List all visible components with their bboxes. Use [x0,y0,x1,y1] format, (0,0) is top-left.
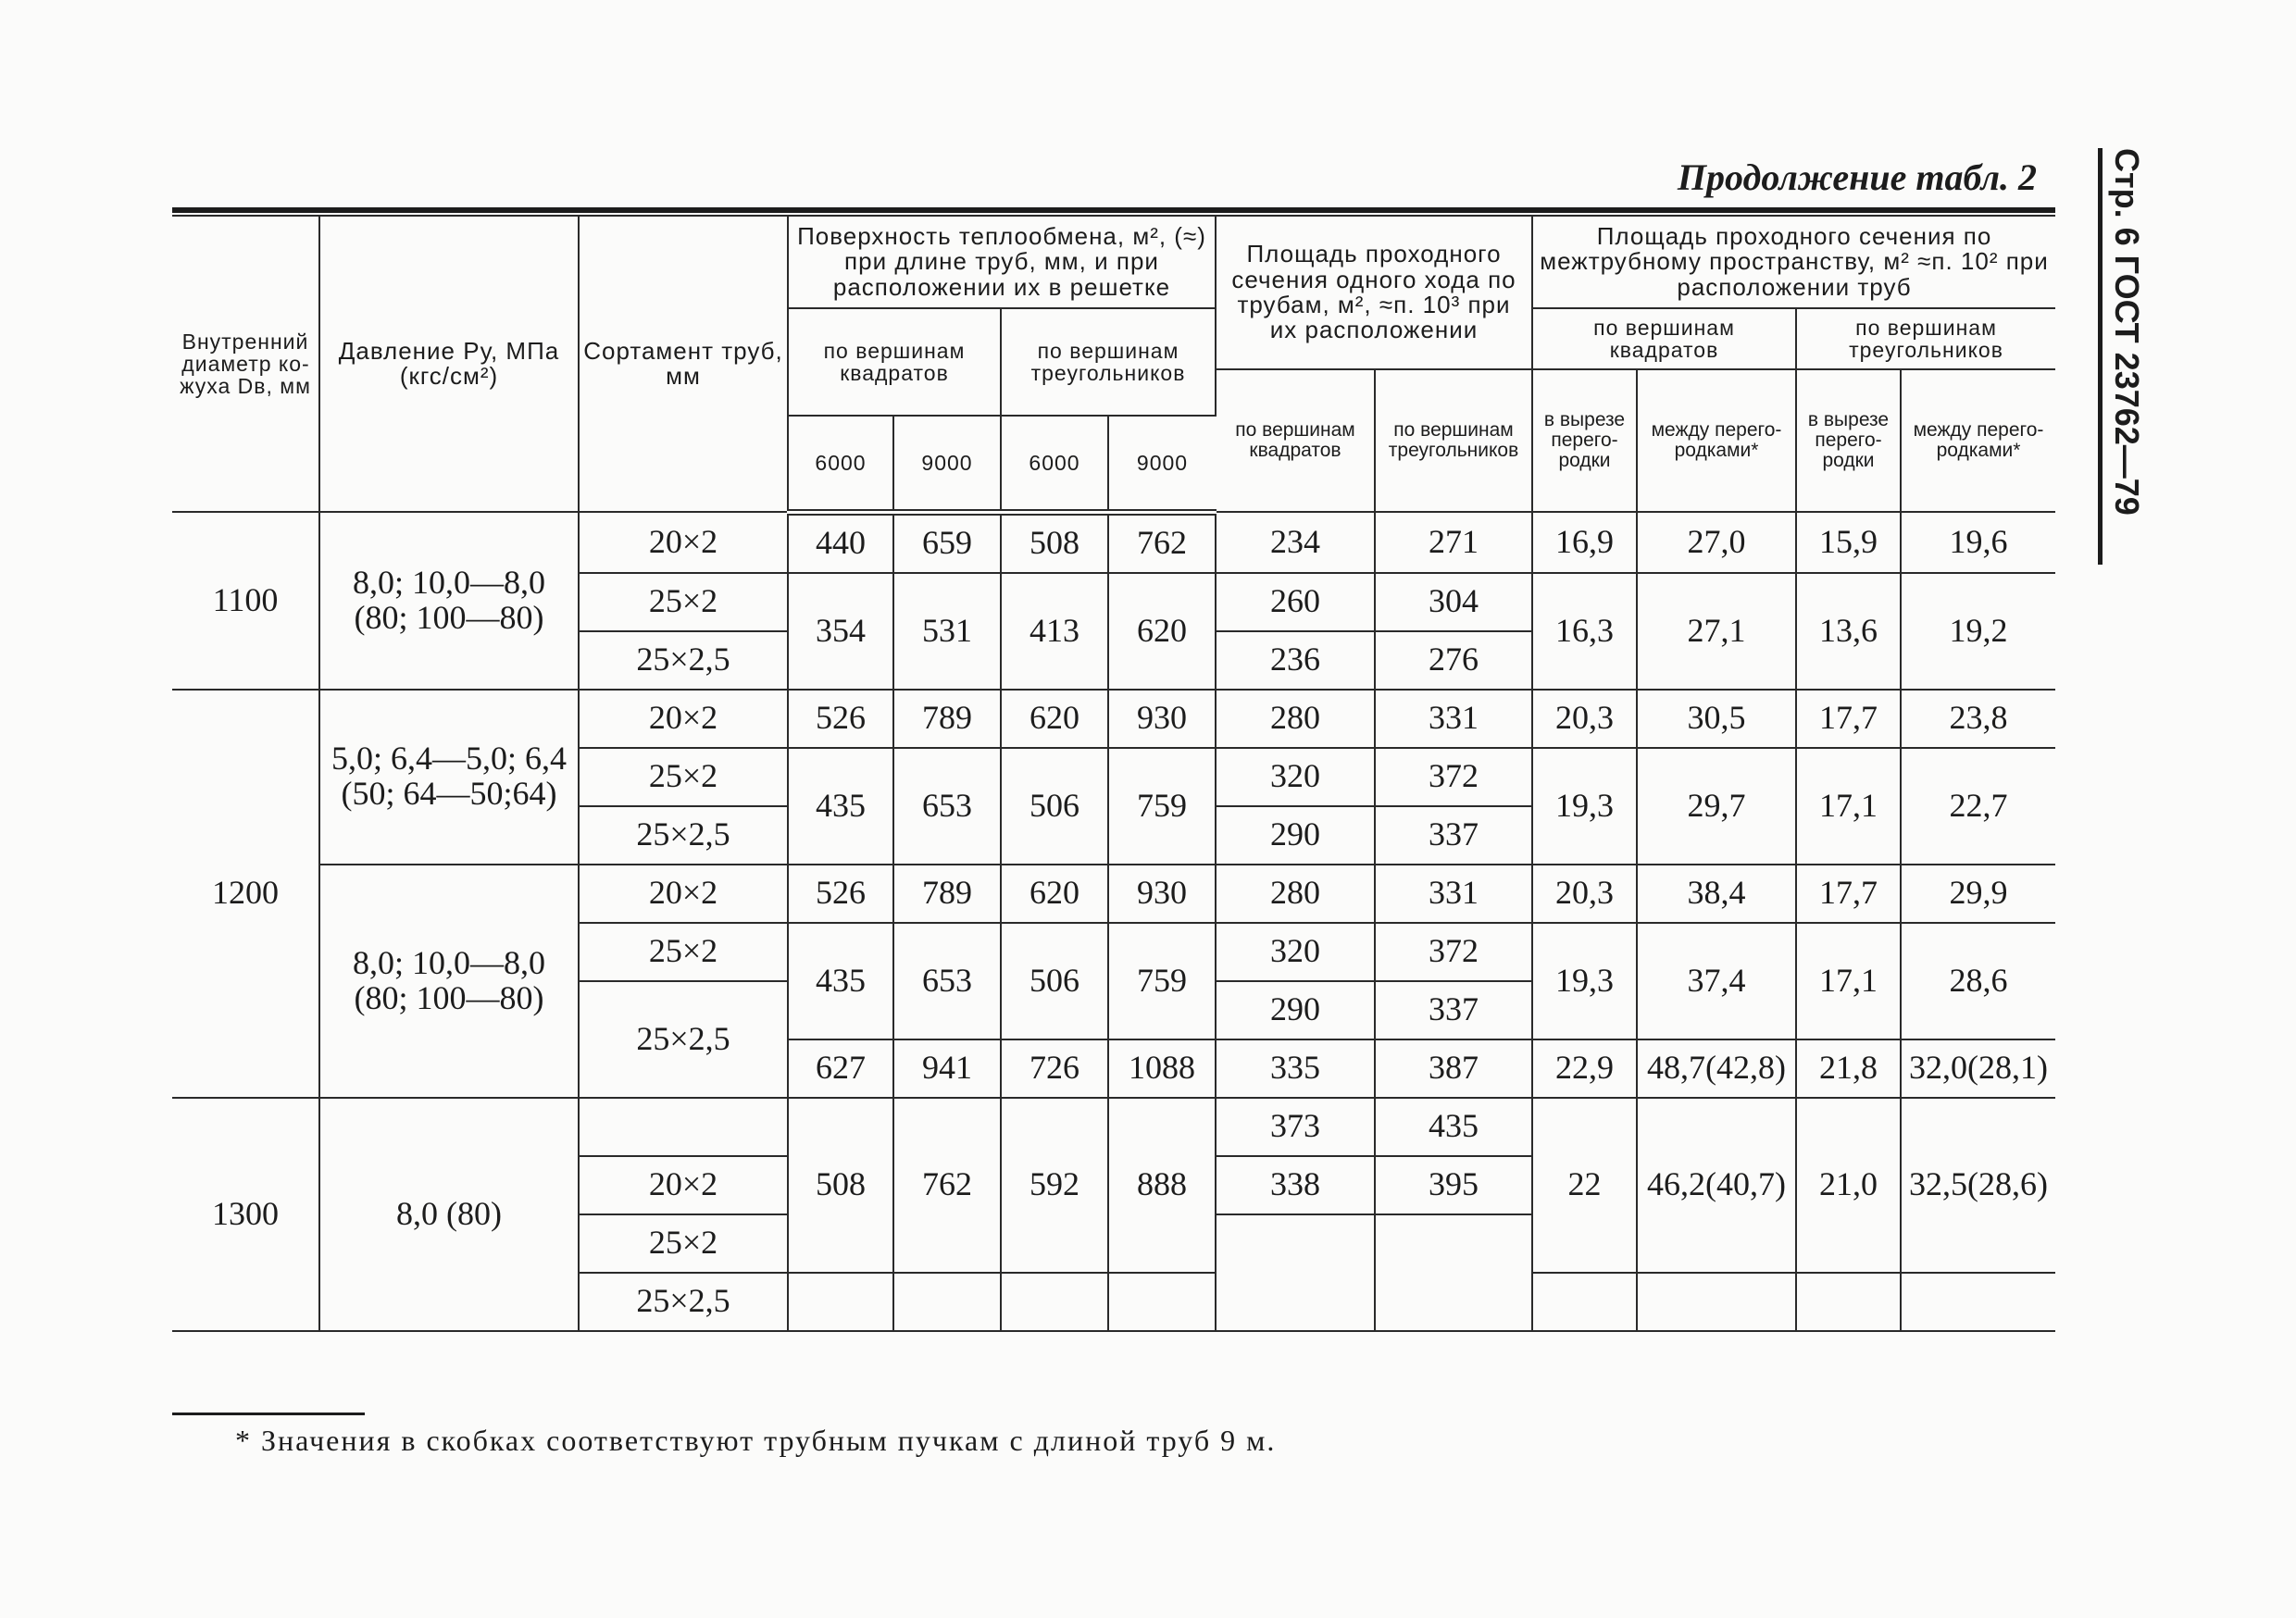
hdr-shell-squares: по вершинам квадратов [1532,308,1796,369]
diameter-cell: 1200 [172,690,319,1098]
value-cell: 620 [1001,865,1108,923]
hdr-tri-between: между перегородками* [1901,369,2055,512]
value-cell: 372 [1375,923,1532,981]
value-cell: 29,9 [1901,865,2055,923]
value-cell: 653 [893,923,1001,1039]
assortment-cell: 25×2,5 [579,806,788,865]
assortment-cell: 20×2 [579,1156,788,1214]
value-cell: 304 [1375,573,1532,631]
value-cell: 280 [1216,690,1375,748]
value-cell: 337 [1375,806,1532,865]
value-cell: 395 [1375,1156,1532,1214]
value-cell: 531 [893,573,1001,690]
footnote: * Значения в скобках соответствуют трубным пучкам с длиной труб 9 м. [235,1424,1277,1457]
value-cell: 373 [1216,1098,1375,1156]
hdr-shell-triangles: по вершинам треугольников [1796,308,2055,369]
value-cell: 20,3 [1532,690,1637,748]
value-cell: 15,9 [1796,512,1901,573]
value-cell: 29,7 [1637,748,1796,865]
assortment-cell: 25×2 [579,748,788,806]
hdr-assortment: Сортамент труб, мм [579,216,788,512]
page-side-header [2102,148,2157,574]
value-cell: 19,6 [1901,512,2055,573]
value-cell: 22,9 [1532,1039,1637,1098]
empty-cell [1637,1273,1796,1331]
value-cell: 22,7 [1901,748,2055,865]
value-cell: 19,2 [1901,573,2055,690]
value-cell: 37,4 [1637,923,1796,1039]
value-cell: 592 [1001,1098,1108,1273]
value-cell: 508 [1001,512,1108,573]
empty-cell [1796,1273,1901,1331]
assortment-cell: 25×2,5 [579,1273,788,1331]
empty-cell [1108,1273,1216,1331]
value-cell: 17,1 [1796,923,1901,1039]
assortment-cell: 25×2 [579,1214,788,1273]
value-cell: 930 [1108,865,1216,923]
value-cell: 19,3 [1532,748,1637,865]
gost-table [172,215,2055,1332]
value-cell: 620 [1001,690,1108,748]
value-cell: 17,7 [1796,690,1901,748]
value-cell: 627 [788,1039,893,1098]
value-cell: 27,1 [1637,573,1796,690]
value-cell: 759 [1108,748,1216,865]
value-cell: 789 [893,865,1001,923]
value-cell: 508 [788,1098,893,1273]
assortment-cell: 20×2 [579,865,788,923]
value-cell: 526 [788,865,893,923]
value-cell: 32,5(28,6) [1901,1098,2055,1273]
hdr-sq-cutout: в вырезе перегородки [1532,369,1637,512]
value-cell: 13,6 [1796,573,1901,690]
value-cell: 16,9 [1532,512,1637,573]
value-cell: 38,4 [1637,865,1796,923]
value-cell: 1088 [1108,1039,1216,1098]
value-cell: 526 [788,690,893,748]
value-cell: 16,3 [1532,573,1637,690]
value-cell: 762 [1108,512,1216,573]
value-cell: 335 [1216,1039,1375,1098]
assortment-cell [579,1098,788,1156]
value-cell: 22 [1532,1098,1637,1273]
hdr-surface-squares: по вершинам квадратов [788,308,1001,416]
value-cell: 28,6 [1901,923,2055,1039]
value-cell: 290 [1216,806,1375,865]
hdr-surface-triangles: по вершинам треугольников [1001,308,1216,416]
value-cell: 32,0(28,1) [1901,1039,2055,1098]
value-cell: 17,1 [1796,748,1901,865]
diameter-cell: 1300 [172,1098,319,1331]
top-rule [172,207,2055,213]
value-cell: 20,3 [1532,865,1637,923]
assortment-cell: 25×2,5 [579,981,788,1098]
assortment-cell: 25×2 [579,923,788,981]
value-cell: 21,0 [1796,1098,1901,1273]
value-cell: 372 [1375,748,1532,806]
pressure-cell: 8,0 (80) [319,1098,579,1331]
value-cell: 271 [1375,512,1532,573]
pressure-cell: 8,0; 10,0—8,0 (80; 100—80) [319,512,579,690]
value-cell: 337 [1375,981,1532,1039]
pressure-cell: 8,0; 10,0—8,0 (80; 100—80) [319,865,579,1098]
value-cell: 276 [1375,631,1532,690]
value-cell: 27,0 [1637,512,1796,573]
page-side-text: Стр. 6 ГОСТ 23762—79 [2108,148,2146,516]
assortment-cell: 20×2 [579,512,788,573]
value-cell: 234 [1216,512,1375,573]
value-cell: 260 [1216,573,1375,631]
value-cell: 726 [1001,1039,1108,1098]
value-cell: 620 [1108,573,1216,690]
hdr-surface: Поверхность теплообмена, м², (≈) при длине труб, мм, и при расположении их в решетке [788,216,1216,308]
value-cell: 413 [1001,573,1108,690]
assortment-cell: 25×2,5 [579,631,788,690]
hdr-tri-cutout: в вырезе перегородки [1796,369,1901,512]
value-cell: 19,3 [1532,923,1637,1039]
hdr-tri-9000: 9000 [1108,416,1216,512]
hdr-tube-area: Площадь проходного сечения одного хода по трубам, м², ≈п. 10³ при их расположении [1216,216,1532,369]
assortment-cell: 20×2 [579,690,788,748]
value-cell: 888 [1108,1098,1216,1273]
value-cell: 440 [788,512,893,573]
value-cell: 435 [1375,1098,1532,1156]
value-cell: 48,7(42,8) [1637,1039,1796,1098]
continuation-label: Продолжение табл. 2 [1677,156,2037,198]
empty-cell [1216,1214,1375,1331]
value-cell: 653 [893,748,1001,865]
value-cell: 789 [893,690,1001,748]
value-cell: 354 [788,573,893,690]
pressure-cell: 5,0; 6,4—5,0; 6,4 (50; 64—50;64) [319,690,579,865]
value-cell: 23,8 [1901,690,2055,748]
value-cell: 290 [1216,981,1375,1039]
hdr-tri-6000: 6000 [1001,416,1108,512]
value-cell: 506 [1001,923,1108,1039]
value-cell: 320 [1216,923,1375,981]
empty-cell [1532,1273,1637,1331]
empty-cell [893,1273,1001,1331]
value-cell: 280 [1216,865,1375,923]
value-cell: 941 [893,1039,1001,1098]
value-cell: 759 [1108,923,1216,1039]
hdr-shell-area: Площадь проходного сечения по межтрубному пространству, м² ≈п. 10² при расположении труб [1532,216,2055,308]
value-cell: 17,7 [1796,865,1901,923]
empty-cell [1001,1273,1108,1331]
empty-cell [1375,1214,1532,1331]
value-cell: 236 [1216,631,1375,690]
value-cell: 387 [1375,1039,1532,1098]
value-cell: 435 [788,923,893,1039]
hdr-tube-triangles: по вершинам треугольников [1375,369,1532,512]
diameter-cell: 1100 [172,512,319,690]
hdr-pressure: Давление Pу, МПа (кгс/см²) [319,216,579,512]
value-cell: 46,2(40,7) [1637,1098,1796,1273]
assortment-cell: 25×2 [579,573,788,631]
value-cell: 331 [1375,865,1532,923]
value-cell: 506 [1001,748,1108,865]
value-cell: 435 [788,748,893,865]
value-cell: 21,8 [1796,1039,1901,1098]
value-cell: 762 [893,1098,1001,1273]
value-cell: 320 [1216,748,1375,806]
value-cell: 659 [893,512,1001,573]
hdr-sq-9000: 9000 [893,416,1001,512]
hdr-diameter: Внутренний диаметр кожуха Dв, мм [172,216,319,512]
footnote-rule [172,1413,365,1415]
value-cell: 331 [1375,690,1532,748]
hdr-sq-between: между перегородками* [1637,369,1796,512]
value-cell: 338 [1216,1156,1375,1214]
value-cell: 930 [1108,690,1216,748]
empty-cell [1901,1273,2055,1331]
hdr-tube-squares: по вершинам квадратов [1216,369,1375,512]
empty-cell [788,1273,893,1331]
hdr-sq-6000: 6000 [788,416,893,512]
value-cell: 30,5 [1637,690,1796,748]
